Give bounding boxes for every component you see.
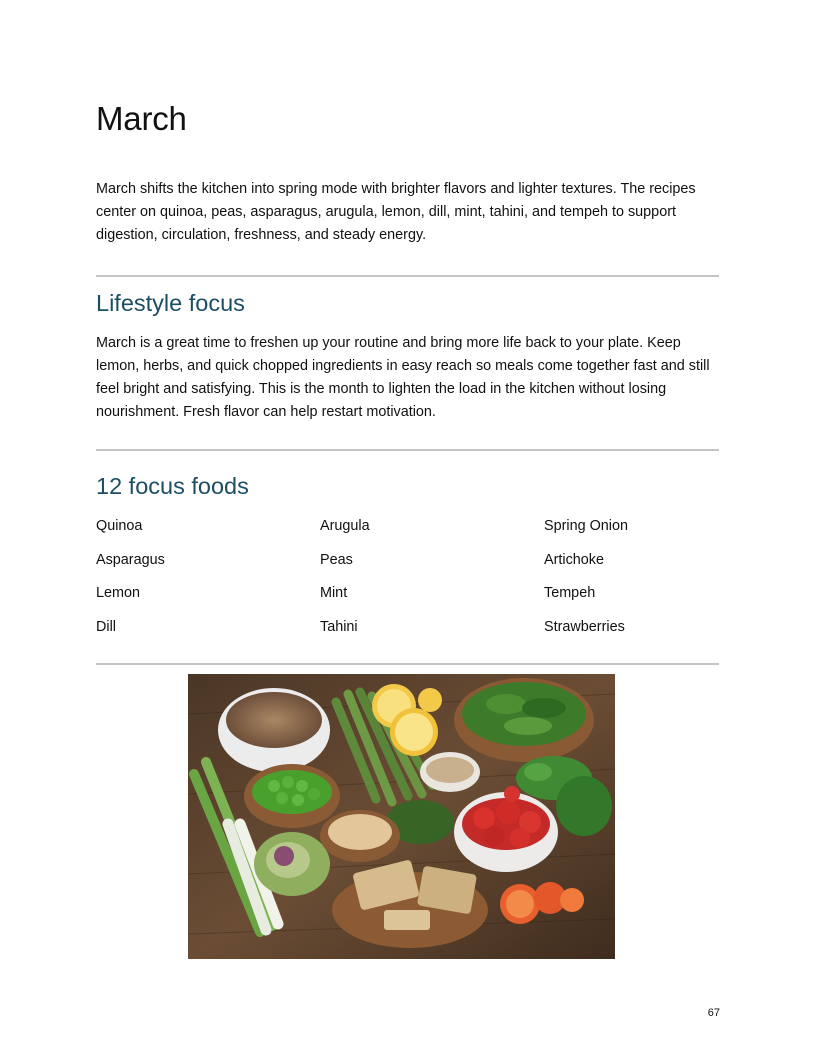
food-item: Asparagus <box>96 551 165 568</box>
food-item: Mint <box>320 585 348 601</box>
artichoke <box>254 832 330 896</box>
peas-bowl <box>244 764 340 828</box>
food-item: Dill <box>96 618 116 635</box>
focus-foods-heading: 12 focus foods <box>96 473 249 499</box>
section-divider <box>96 275 719 277</box>
arugula-bowl <box>454 678 594 762</box>
section-divider <box>96 663 719 665</box>
food-item: Tahini <box>320 618 358 635</box>
section-divider <box>96 449 719 451</box>
focus-foods-grid <box>96 515 720 649</box>
food-item: Spring Onion <box>544 518 628 534</box>
spring-foods-photo <box>188 674 615 959</box>
intro-paragraph: March shifts the kitchen into spring mode with brighter flavors and lighter textures. The recipes center on quinoa, peas, asparagus, arugula, lemon, dill, mint, tahini, and tempeh to support digestion, circulation, freshness, and steady energy. <box>96 181 696 243</box>
food-item: Artichoke <box>544 551 604 568</box>
quinoa-bowl <box>218 688 330 772</box>
food-item: Lemon <box>96 585 141 601</box>
food-item: Arugula <box>320 518 370 534</box>
food-item: Quinoa <box>96 518 143 534</box>
food-item: Peas <box>320 551 353 568</box>
seeds-bowl <box>420 752 480 792</box>
tahini-bowl <box>320 810 400 862</box>
page-number: 67 <box>707 1007 720 1019</box>
page-title: March <box>96 100 187 137</box>
food-item: Strawberries <box>544 618 625 635</box>
lifestyle-paragraph: March is a great time to freshen up your routine and bring more life back to your plate. Keep lemon, herbs, and quick chopped ingredients in easy reach so meals come together fast and still feel bright and satisfying. This is the month to lighten the load in the kitchen without losing nourishment. Fresh flavor can help restart motivation. <box>96 335 710 420</box>
food-item: Tempeh <box>544 585 596 601</box>
lifestyle-heading: Lifestyle focus <box>96 290 245 316</box>
